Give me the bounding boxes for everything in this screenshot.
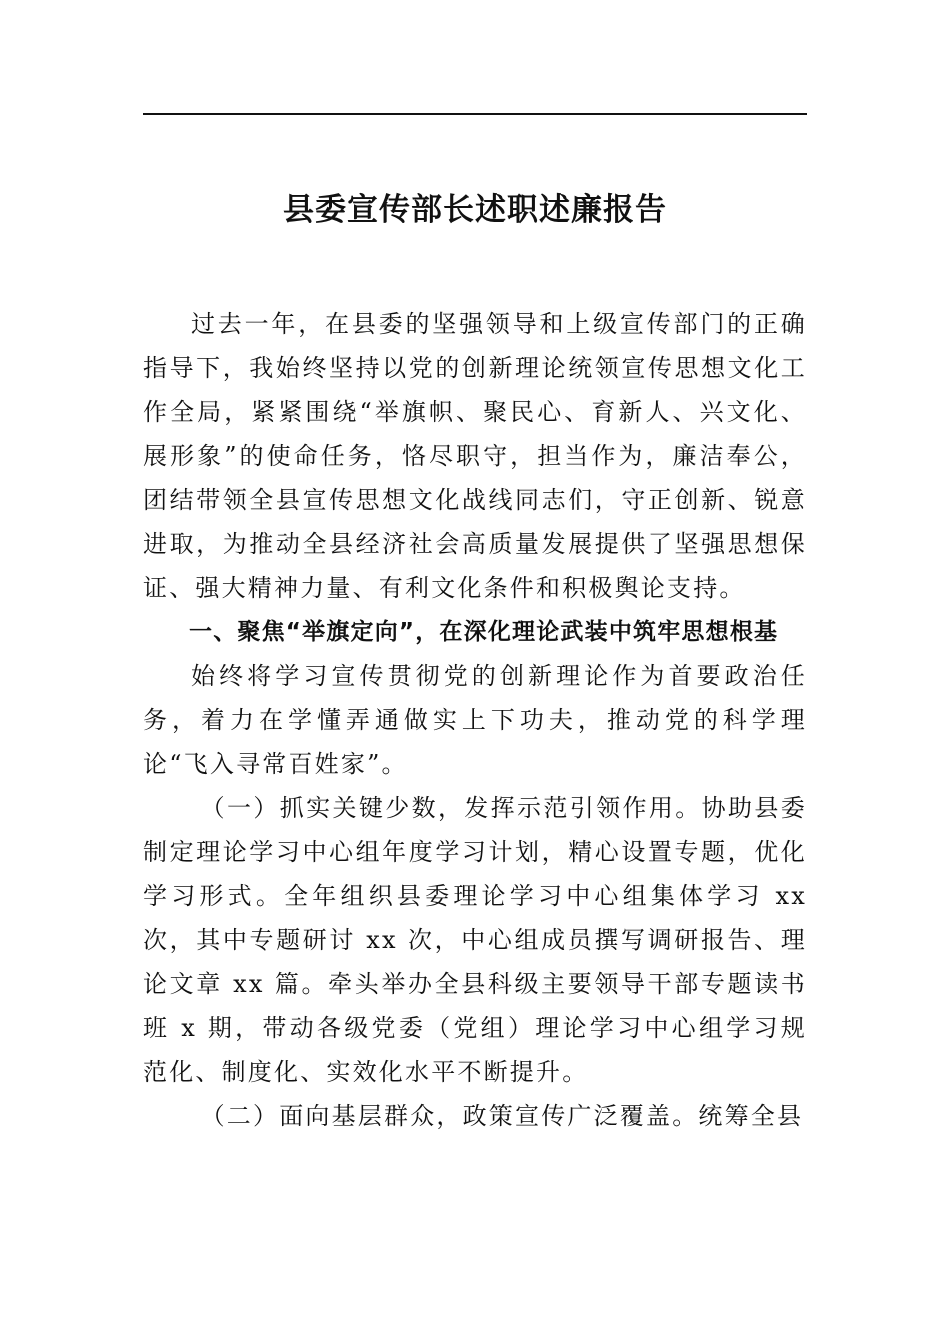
document-body [143,302,807,1138]
item-paragraph [143,786,807,1094]
item-paragraph [143,1094,807,1138]
section-summary: 始终将学习宣传贯彻党的创新理论作为首要政治任务，着力在学懂弄通做实上下功夫，推动党的科学理论“飞入寻常百姓家”。 [143,662,807,778]
section-heading: 一、聚焦“举旗定向”，在深化理论武装中筑牢思想根基 [189,619,779,645]
intro-paragraph: 过去一年，在县委的坚强领导和上级宣传部门的正确指导下，我始终坚持以党的创新理论统领宣传思想文化工作全局，紧紧围绕“举旗帜、聚民心、育新人、兴文化、展形象”的使命任务，恪尽职守，担当作为，廉洁奉公，团结带领全县宣传思想文化战线同志们，守正创新、锐意进取，为推动全县经济社会高质量发展提供了坚强思想保证、强大精神力量、有利文化条件和积极舆论支持。 [143,310,807,602]
item-lead: （二）面向基层群众，政策宣传广泛覆盖。 [200,1102,699,1130]
item-lead: （一）抓实关键少数，发挥示范引领作用。 [200,794,702,822]
document-title: 县委宣传部长述职述廉报告 [283,192,667,228]
item-text: 统筹全县 [698,1102,804,1130]
header-rule [143,113,807,115]
item-text: 协助县委制定理论学习中心组年度学习计划，精心设置专题，优化学习形式。全年组织县委理论学习中心组集体学习 xx 次，其中专题研讨 xx 次，中心组成员撰写调研报告、理论文章 xx 篇。牵头举办全县科级主要领导干部专题读书班 x 期，带动各级党委（党组）理论学习中心组学习规范化、制度化、实效化水平不断提升。 [143,794,807,1086]
